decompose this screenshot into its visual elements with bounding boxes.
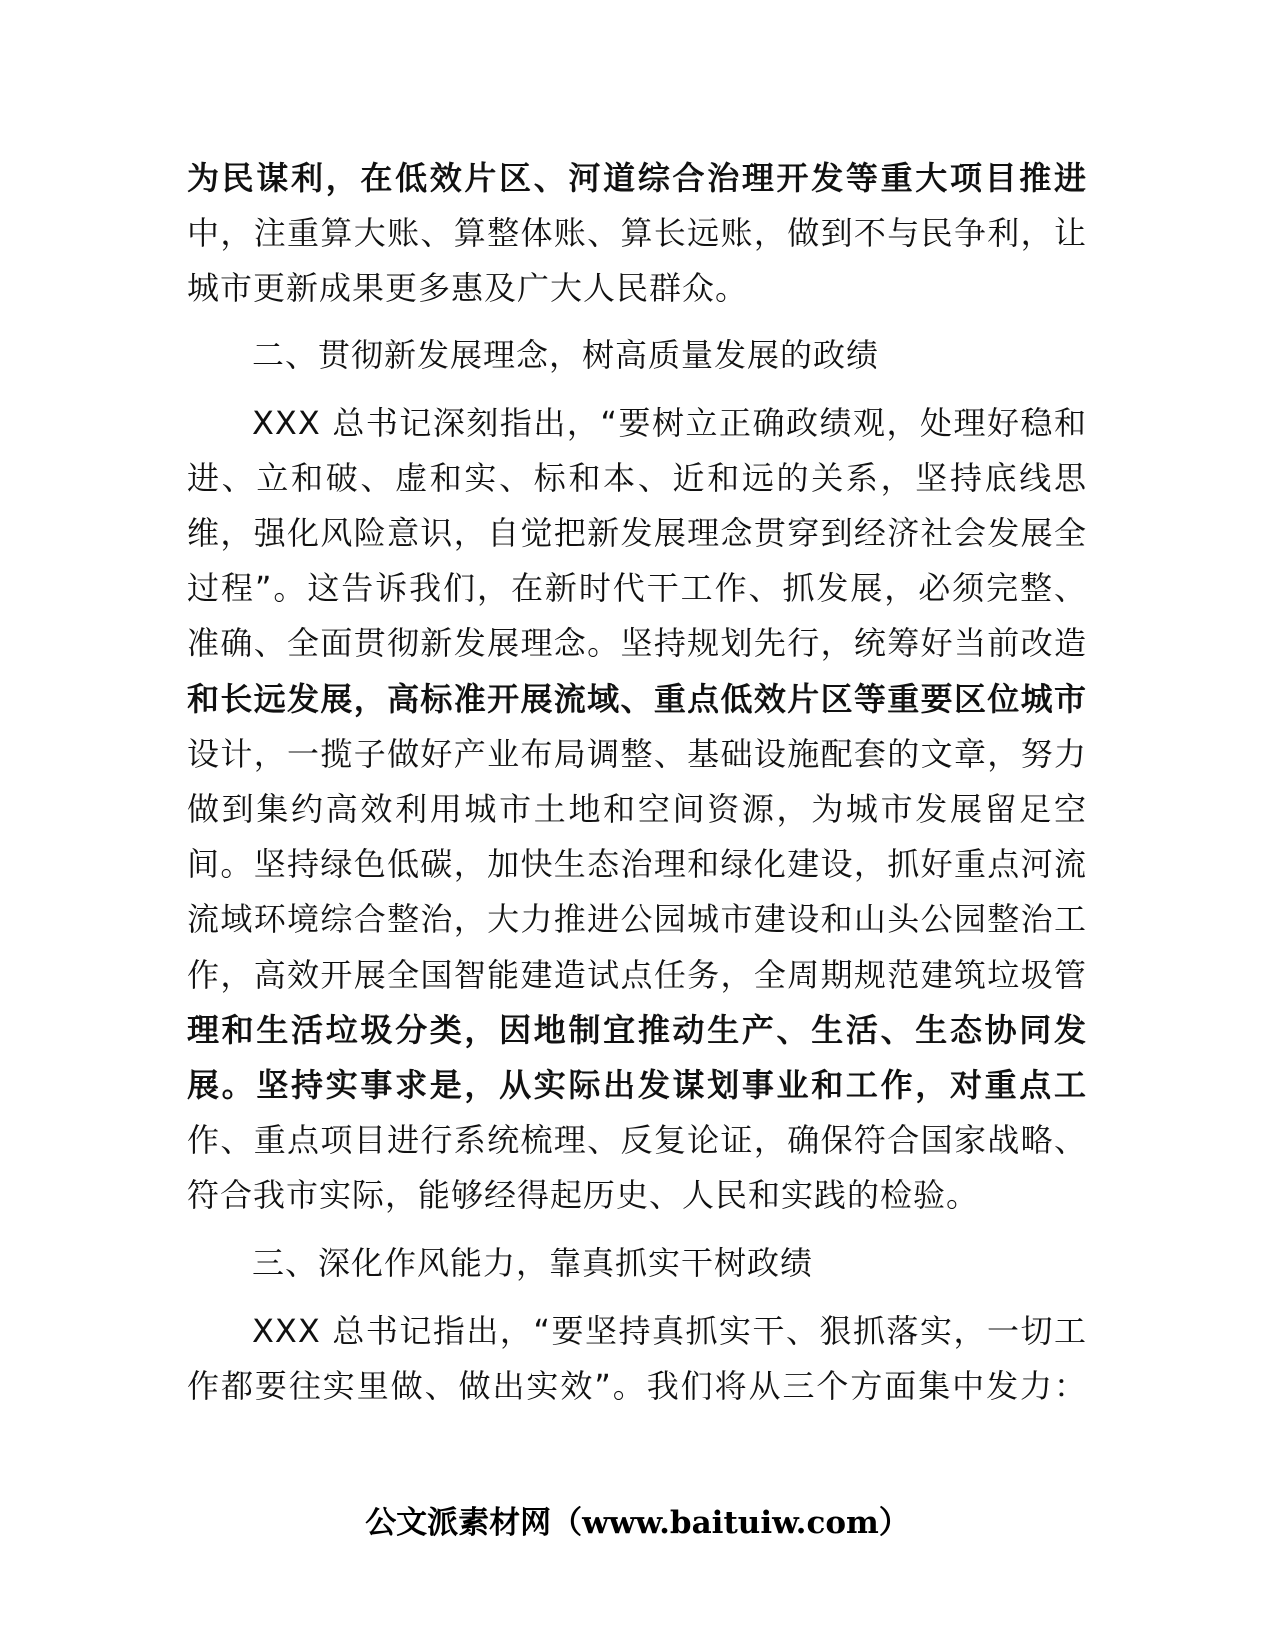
body-text-line: 过程”。这告诉我们，在新时代干工作、抓发展，必须完整、 — [187, 569, 1087, 607]
body-text-line: 维，强化风险意识，自觉把新发展理念贯穿到经济社会发展全 — [187, 514, 1087, 552]
body-text-line: 作都要往实里做、做出实效”。我们将从三个方面集中发力： — [187, 1367, 1087, 1405]
body-text-line: 进、立和破、虚和实、标和本、近和远的关系，坚持底线思 — [187, 459, 1087, 497]
body-text-line: 作、重点项目进行系统梳理、反复论证，确保符合国家战略、 — [187, 1121, 1087, 1159]
body-text-line: 流域环境综合整治，大力推进公园城市建设和山头公园整治工 — [187, 900, 1087, 938]
footer-watermark: 公文派素材网（www.baituiw.com） — [365, 1505, 910, 1541]
body-text-line: 准确、全面贯彻新发展理念。坚持规划先行，统筹好当前改造 — [187, 624, 1087, 662]
body-text-line: 和长远发展，高标准开展流域、重点低效片区等重要区位城市 — [187, 680, 1087, 718]
section-heading-2: 二、贯彻新发展理念，树高质量发展的政绩 — [252, 336, 880, 374]
body-text-line: XXX 总书记指出，“要坚持真抓实干、狠抓落实，一切工 — [252, 1312, 1087, 1350]
body-text-line: 为民谋利，在低效片区、河道综合治理开发等重大项目推进 — [187, 159, 1087, 197]
body-text-line: 展。坚持实事求是，从实际出发谋划事业和工作，对重点工 — [187, 1066, 1087, 1104]
body-text-line: 作，高效开展全国智能建造试点任务，全周期规范建筑垃圾管 — [187, 956, 1087, 994]
body-text-line: XXX 总书记深刻指出，“要树立正确政绩观，处理好稳和 — [252, 404, 1087, 442]
body-text-line: 做到集约高效利用城市土地和空间资源，为城市发展留足空 — [187, 790, 1087, 828]
body-text-line: 符合我市实际，能够经得起历史、人民和实践的检验。 — [187, 1176, 980, 1214]
body-text-line: 理和生活垃圾分类，因地制宜推动生产、生活、生态协同发 — [187, 1011, 1087, 1049]
body-text-line: 城市更新成果更多惠及广大人民群众。 — [187, 269, 749, 307]
body-text-line: 中，注重算大账、算整体账、算长远账，做到不与民争利，让 — [187, 214, 1087, 252]
body-text-line: 间。坚持绿色低碳，加快生态治理和绿化建设，抓好重点河流 — [187, 845, 1087, 883]
section-heading-3: 三、深化作风能力，靠真抓实干树政绩 — [252, 1244, 814, 1282]
body-text-line: 设计，一揽子做好产业布局调整、基础设施配套的文章，努力 — [187, 735, 1087, 773]
